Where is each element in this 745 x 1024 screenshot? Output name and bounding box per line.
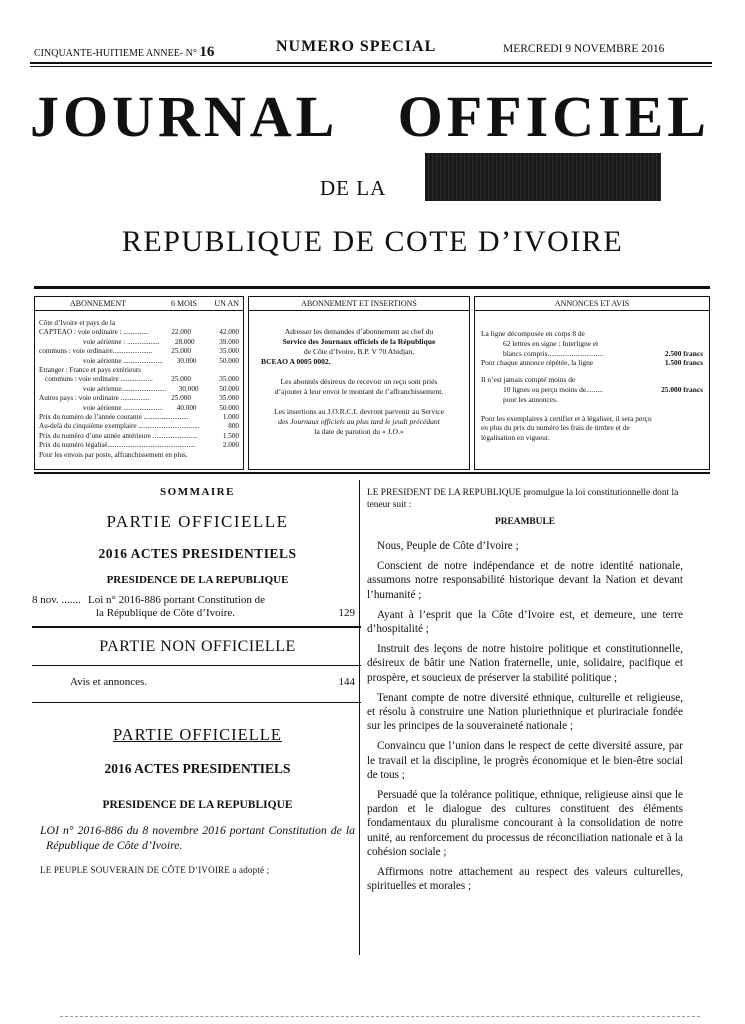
insertions-p1-d: BCEAO A 0005 0002.	[261, 357, 331, 366]
summary-avis	[40, 676, 355, 688]
notices-body	[475, 311, 709, 443]
avis-label: Avis et annonces.	[70, 676, 148, 688]
summary-part-non-officielle: PARTIE NON OFFICIELLE	[99, 638, 296, 655]
table-row: voie aérienne......................... 30.000 50.000	[83, 384, 239, 393]
insertions-p3-b: des Journaux officiels au plus tard le jeudi précédant	[278, 417, 440, 426]
notices-l5: Il n’est jamais compté moins de	[481, 375, 576, 385]
preamble-paragraph: Persuadé que la tolérance politique, ethnique, religieuse ainsi que le pardon et le dialogue des cultures constituent des éléments fondamentaux du pluralisme concourant à la consolidation de notre unité, au renforcement du processus de réconciliation nationale et à la cohésion sociale ;	[367, 789, 683, 858]
insertions-p1-c: de Côte d’Ivoire, B.P. V 70 Abidjan,	[303, 347, 415, 356]
republic-title: REPUBLIQUE DE COTE D’IVOIRE	[121, 225, 624, 258]
journal-title	[30, 84, 710, 149]
issue-date: MERCREDI 9 NOVEMBRE 2016	[503, 43, 665, 55]
table-row: Autres pays : voie ordinaire ................ 25.000 35.000	[39, 394, 239, 403]
subscription-header	[35, 297, 243, 311]
title-officiel: OFFICIEL	[397, 84, 710, 149]
body-presidence: PRESIDENCE DE LA REPUBLIQUE	[102, 799, 293, 811]
notices-l10: légalisation en vigueur.	[481, 433, 550, 443]
table-row: Etranger : France et pays extérieurs	[39, 366, 141, 375]
table-row: 10 lignes ou perçu moins de......... 25.000 francs	[503, 384, 703, 394]
bottom-trace	[60, 1016, 700, 1018]
special-issue: NUMERO SPECIAL	[276, 38, 437, 55]
title-journal: JOURNAL	[30, 84, 339, 149]
redacted-block	[425, 153, 661, 201]
preamble-paragraph: Convaincu que l’union dans le respect de cette diversité assure, par le travail et la discipline, le progrès économique et le bien-être social de tous ;	[367, 740, 683, 781]
notices-box	[474, 296, 710, 470]
insertions-p2-a: Les abonnés désireux de recevoir un reçu sont priés	[280, 377, 438, 386]
peuple-line: LE PEUPLE SOUVERAIN DE CÔTE D’IVOIRE a adopté ;	[40, 865, 270, 875]
subscription-head-label: ABONNEMENT	[70, 299, 126, 308]
table-row: voie aérienne : .................. 28.000 39.000	[83, 337, 239, 346]
notices-l9: en plus du prix du numéro les frais de timbre et de	[481, 423, 630, 433]
insertions-body	[249, 311, 469, 437]
notices-l8: Pour les exemplaires à certifier et à légaliser, il sera perçu	[481, 413, 652, 423]
summary-rule-2	[32, 665, 361, 666]
insertions-p3-a: Les insertions au J.O.R.C.I. devront parvenir au Service	[274, 407, 444, 416]
table-row: Pour chaque annonce répétée, la ligne 1.500 francs	[481, 358, 703, 368]
issue-label: CINQUANTE-HUITIEME ANNEE- N°	[34, 48, 197, 59]
preambule-title: PREAMBULE	[495, 517, 555, 527]
entry-page: 129	[338, 607, 355, 619]
insertions-p1-a: Adresser les demandes d’abonnement au chef du	[284, 327, 434, 336]
insertions-p2-b: d’ajouter à leur envoi le montant de l’affranchissement.	[274, 387, 444, 396]
entry-text-2: la République de Côte d’Ivoire.	[96, 607, 235, 619]
table-row: blancs compris.............................. 2.500 francs	[503, 348, 703, 358]
subscription-col-1y: UN AN	[214, 299, 239, 308]
table-row: CAPTEAO : voie ordinaire : .............. 22.000 42.000	[39, 328, 239, 337]
subscription-rows	[35, 311, 243, 460]
entry-text-1: Loi n° 2016-886 portant Constitution de	[88, 594, 266, 606]
summary-presidence: PRESIDENCE DE LA REPUBLIQUE	[106, 574, 289, 586]
summary-part-officielle: PARTIE OFFICIELLE	[106, 512, 289, 531]
table-row: Prix du numéro de l’année courante ......................... 1.000	[39, 413, 239, 422]
notices-l1: La ligne décomposée en corps 8 de	[481, 329, 585, 338]
summary-acts: 2016 ACTES PRESIDENTIELS	[98, 546, 297, 561]
masthead-rule	[34, 286, 710, 289]
avis-page: 144	[338, 676, 355, 688]
summary-rule	[32, 626, 361, 628]
body-part-officielle: PARTIE OFFICIELLE	[113, 725, 282, 744]
notices-l2: 62 lettres en signe : Interligne et	[503, 338, 599, 348]
preamble-paragraph: Ayant à l’esprit que la Côte d’Ivoire est, et demeure, une terre d’hospitalité ;	[367, 608, 683, 636]
table-row: Prix du numéro d’une année antérieure ......................... 1.500	[39, 431, 239, 440]
constitution-column	[367, 487, 683, 899]
insertions-box	[248, 296, 470, 470]
de-la-label: DE LA	[320, 176, 387, 200]
summary-entry	[32, 594, 355, 620]
table-row: Côte d’Ivoire et pays de la	[39, 319, 116, 327]
body-acts: 2016 ACTES PRESIDENTIELS	[104, 761, 291, 776]
header-rule-thin	[30, 66, 712, 67]
table-row: Au-delà du cinquième exemplaire .................................. 800	[39, 422, 239, 431]
boxes-bottom-rule	[34, 472, 710, 474]
column-divider	[359, 480, 360, 955]
preamble-paragraph: Nous, Peuple de Côte d’Ivoire ;	[377, 540, 519, 552]
table-row: Prix du numéro légalisé................................................. 2.000	[39, 441, 239, 450]
table-row: communs : voie ordinaire...................... 25.000 35.000	[39, 347, 239, 356]
insertions-p1-b: Service des Journaux officiels de la République	[282, 337, 436, 346]
subscription-col-6m: 6 MOIS	[170, 299, 197, 308]
summary-rule-3	[32, 702, 361, 703]
entry-date: 8 nov. .......	[32, 594, 81, 606]
subscription-box	[34, 296, 244, 470]
preamble-paragraph: Conscient de notre indépendance et de notre identité nationale, assumons notre responsabilité historique devant la Nation et devant l’humanité ;	[367, 560, 683, 601]
preamble-paragraph: Affirmons notre attachement au respect des valeurs culturelles, spirituelles et morales ;	[367, 866, 683, 893]
insertions-p3-c: la date de parution du « J.O.»	[314, 427, 404, 436]
preamble-paragraph: Tenant compte de notre diversité ethnique, culturelle et religieuse, et résolu à construire une Nation pluriethnique et pluriraciale fondée sur les principes de la souveraineté nationale ;	[367, 691, 683, 733]
notices-header: ANNONCES ET AVIS	[475, 297, 709, 311]
table-row: voie aérienne ...................... 30.000 50.000	[83, 356, 239, 365]
summary-title: SOMMAIRE	[160, 486, 235, 498]
loi-title: LOI n° 2016-886 du 8 novembre 2016 portant Constitution de la République de Côte d’Ivoire.	[40, 823, 355, 852]
issue-line	[34, 44, 214, 61]
table-row: Pour les envois par poste, affranchissement en plus.	[39, 450, 188, 459]
header-rule	[30, 62, 712, 64]
issue-number: 16	[199, 44, 215, 60]
table-row: voie aérienne ...................... 40.000 50.000	[83, 403, 239, 412]
notices-l7: pour les annonces.	[503, 394, 558, 404]
table-row: communs : voie ordinaire .................. 25.000 35.000	[45, 375, 239, 384]
intro-text: LE PRESIDENT DE LA REPUBLIQUE promulgue la loi constitutionnelle dont la teneur suit :	[367, 488, 679, 510]
preamble-paragraph: Instruit des leçons de notre histoire politique et constitutionnelle, désireux de bâtir une Nation fraternelle, unie, solidaire, pacifique et prospère, et soucieux de préserver la stabilité politique ;	[367, 643, 683, 684]
insertions-header: ABONNEMENT ET INSERTIONS	[249, 297, 469, 311]
summary-column	[32, 482, 355, 875]
